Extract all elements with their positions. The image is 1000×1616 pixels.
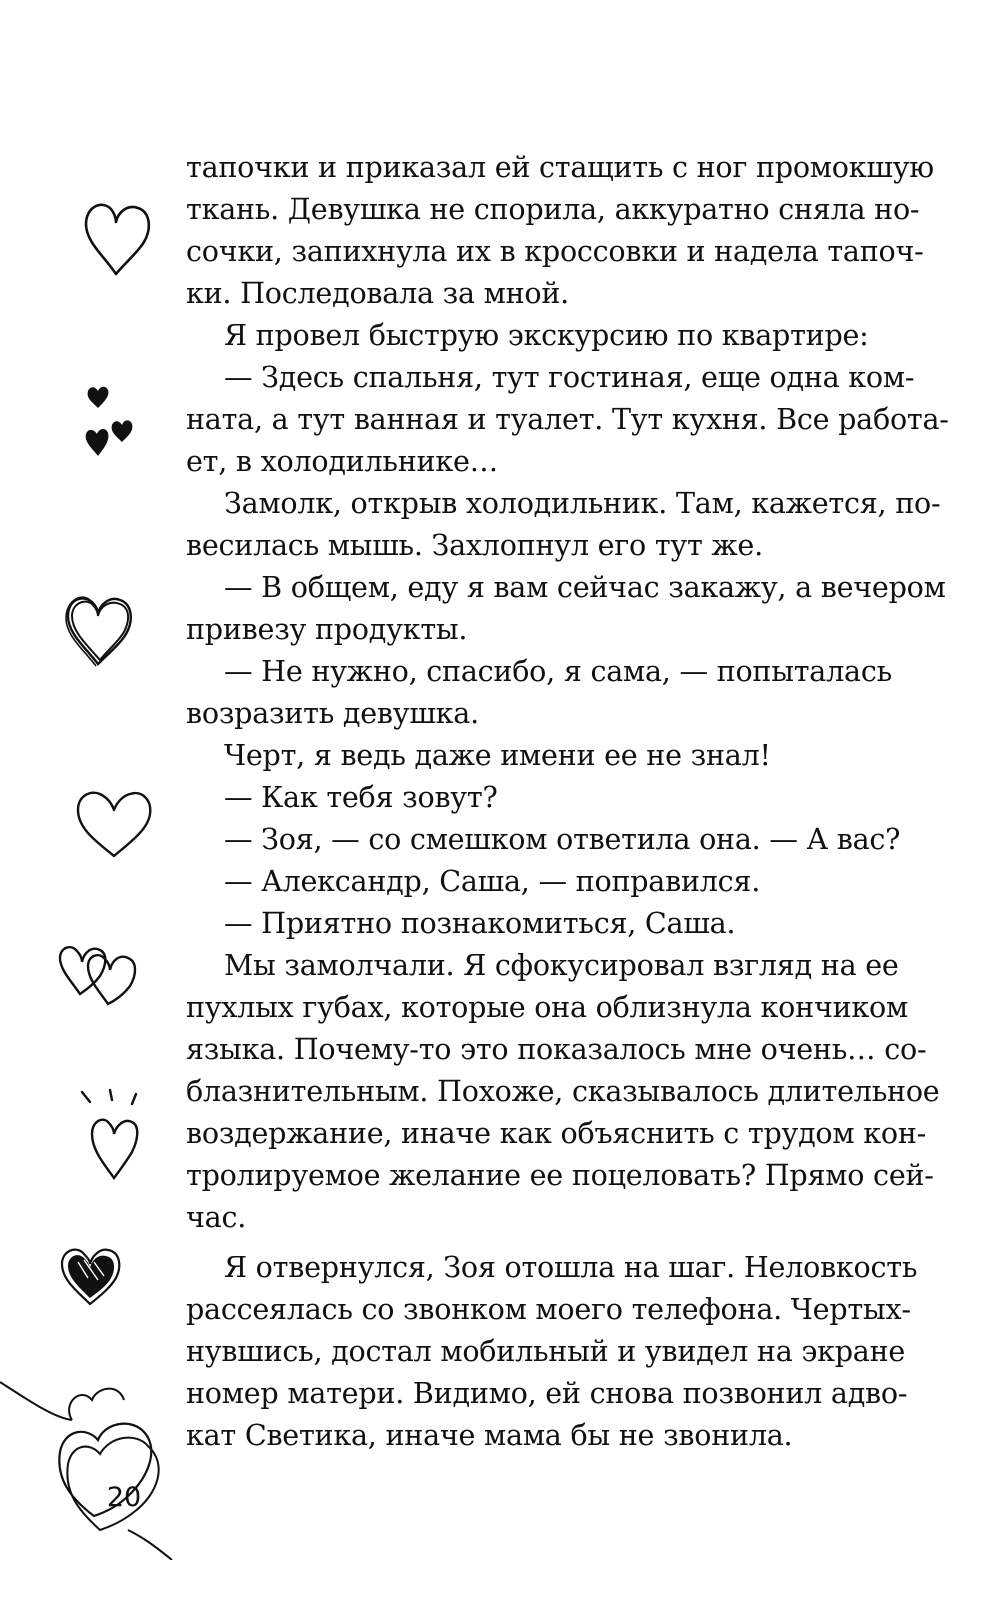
text-line: — Как тебя зовут?: [224, 780, 498, 814]
text-line: пухлых губах, которые она облизнула кончиком: [186, 990, 908, 1024]
double-hearts-icon: [56, 938, 144, 1008]
text-line: кат Светика, иначе мама бы не звонила.: [186, 1418, 793, 1452]
text-line: Мы замолчали. Я сфокусировал взгляд на ее: [224, 948, 899, 982]
text-line: привезу продукты.: [186, 612, 468, 646]
text-line: воздержание, иначе как объяснить с трудом кон-: [186, 1116, 927, 1150]
text-line: весилась мышь. Захлопнул его тут же.: [186, 528, 763, 562]
text-line: — Приятно познакомиться, Саша.: [224, 906, 736, 940]
radiant-heart-icon: [76, 1086, 150, 1184]
text-line: ткань. Девушка не спорила, аккуратно сняла но-: [186, 192, 920, 226]
text-line: тапочки и приказал ей стащить с ног промокшую: [186, 150, 934, 184]
text-line: языка. Почему-то это показалось мне очень… со-: [186, 1032, 927, 1066]
text-line: час.: [186, 1200, 247, 1234]
text-line: Черт, я ведь даже имени ее не знал!: [224, 738, 771, 772]
text-line: рассеялась со звонком моего телефона. Чертых-: [186, 1292, 911, 1326]
text-line: нувшись, достал мобильный и увидел на экране: [186, 1334, 906, 1368]
heart-outline-icon: [72, 786, 156, 860]
text-line: — Александр, Саша, — поправился.: [224, 864, 761, 898]
text-line: Замолк, открыв холодильник. Там, кажется, по-: [224, 486, 941, 520]
text-line: тролируемое желание ее поцеловать? Прямо сей-: [186, 1158, 934, 1192]
text-line: — Здесь спальня, тут гостиная, еще одна ком-: [224, 360, 915, 394]
text-line: возразить девушка.: [186, 696, 479, 730]
text-line: — Не нужно, спасибо, я сама, — попыталась: [224, 654, 892, 688]
text-line: ет, в холодильнике…: [186, 444, 498, 478]
text-line: — Зоя, — со смешком ответила она. — А вас?: [224, 822, 901, 856]
page-number: 20: [106, 1482, 142, 1513]
small-hearts-icon: [82, 378, 142, 468]
paragraph-gap: [186, 1238, 870, 1246]
filled-heart-icon: [58, 1242, 124, 1308]
text-line: Я отвернулся, Зоя отошла на шаг. Неловкость: [224, 1250, 918, 1284]
text-line: сочки, запихнула их в кроссовки и надела тапоч-: [186, 234, 924, 268]
text-line: ки. Последовала за мной.: [186, 276, 570, 310]
text-line: блазнительным. Похоже, сказывалось длительное: [186, 1074, 940, 1108]
text-line: номер матери. Видимо, ей снова позвонил адво-: [186, 1376, 908, 1410]
text-line: Я провел быструю экскурсию по квартире:: [224, 318, 869, 352]
scribble-heart-icon: [62, 590, 138, 670]
text-line: ната, а тут ванная и туалет. Тут кухня. Все работа-: [186, 402, 949, 436]
text-line: — В общем, еду я вам сейчас закажу, а вечером: [224, 570, 946, 604]
heart-outline-icon: [78, 196, 156, 278]
page-corner-hearts-icon: [0, 1360, 200, 1560]
body-text: [186, 146, 949, 1456]
